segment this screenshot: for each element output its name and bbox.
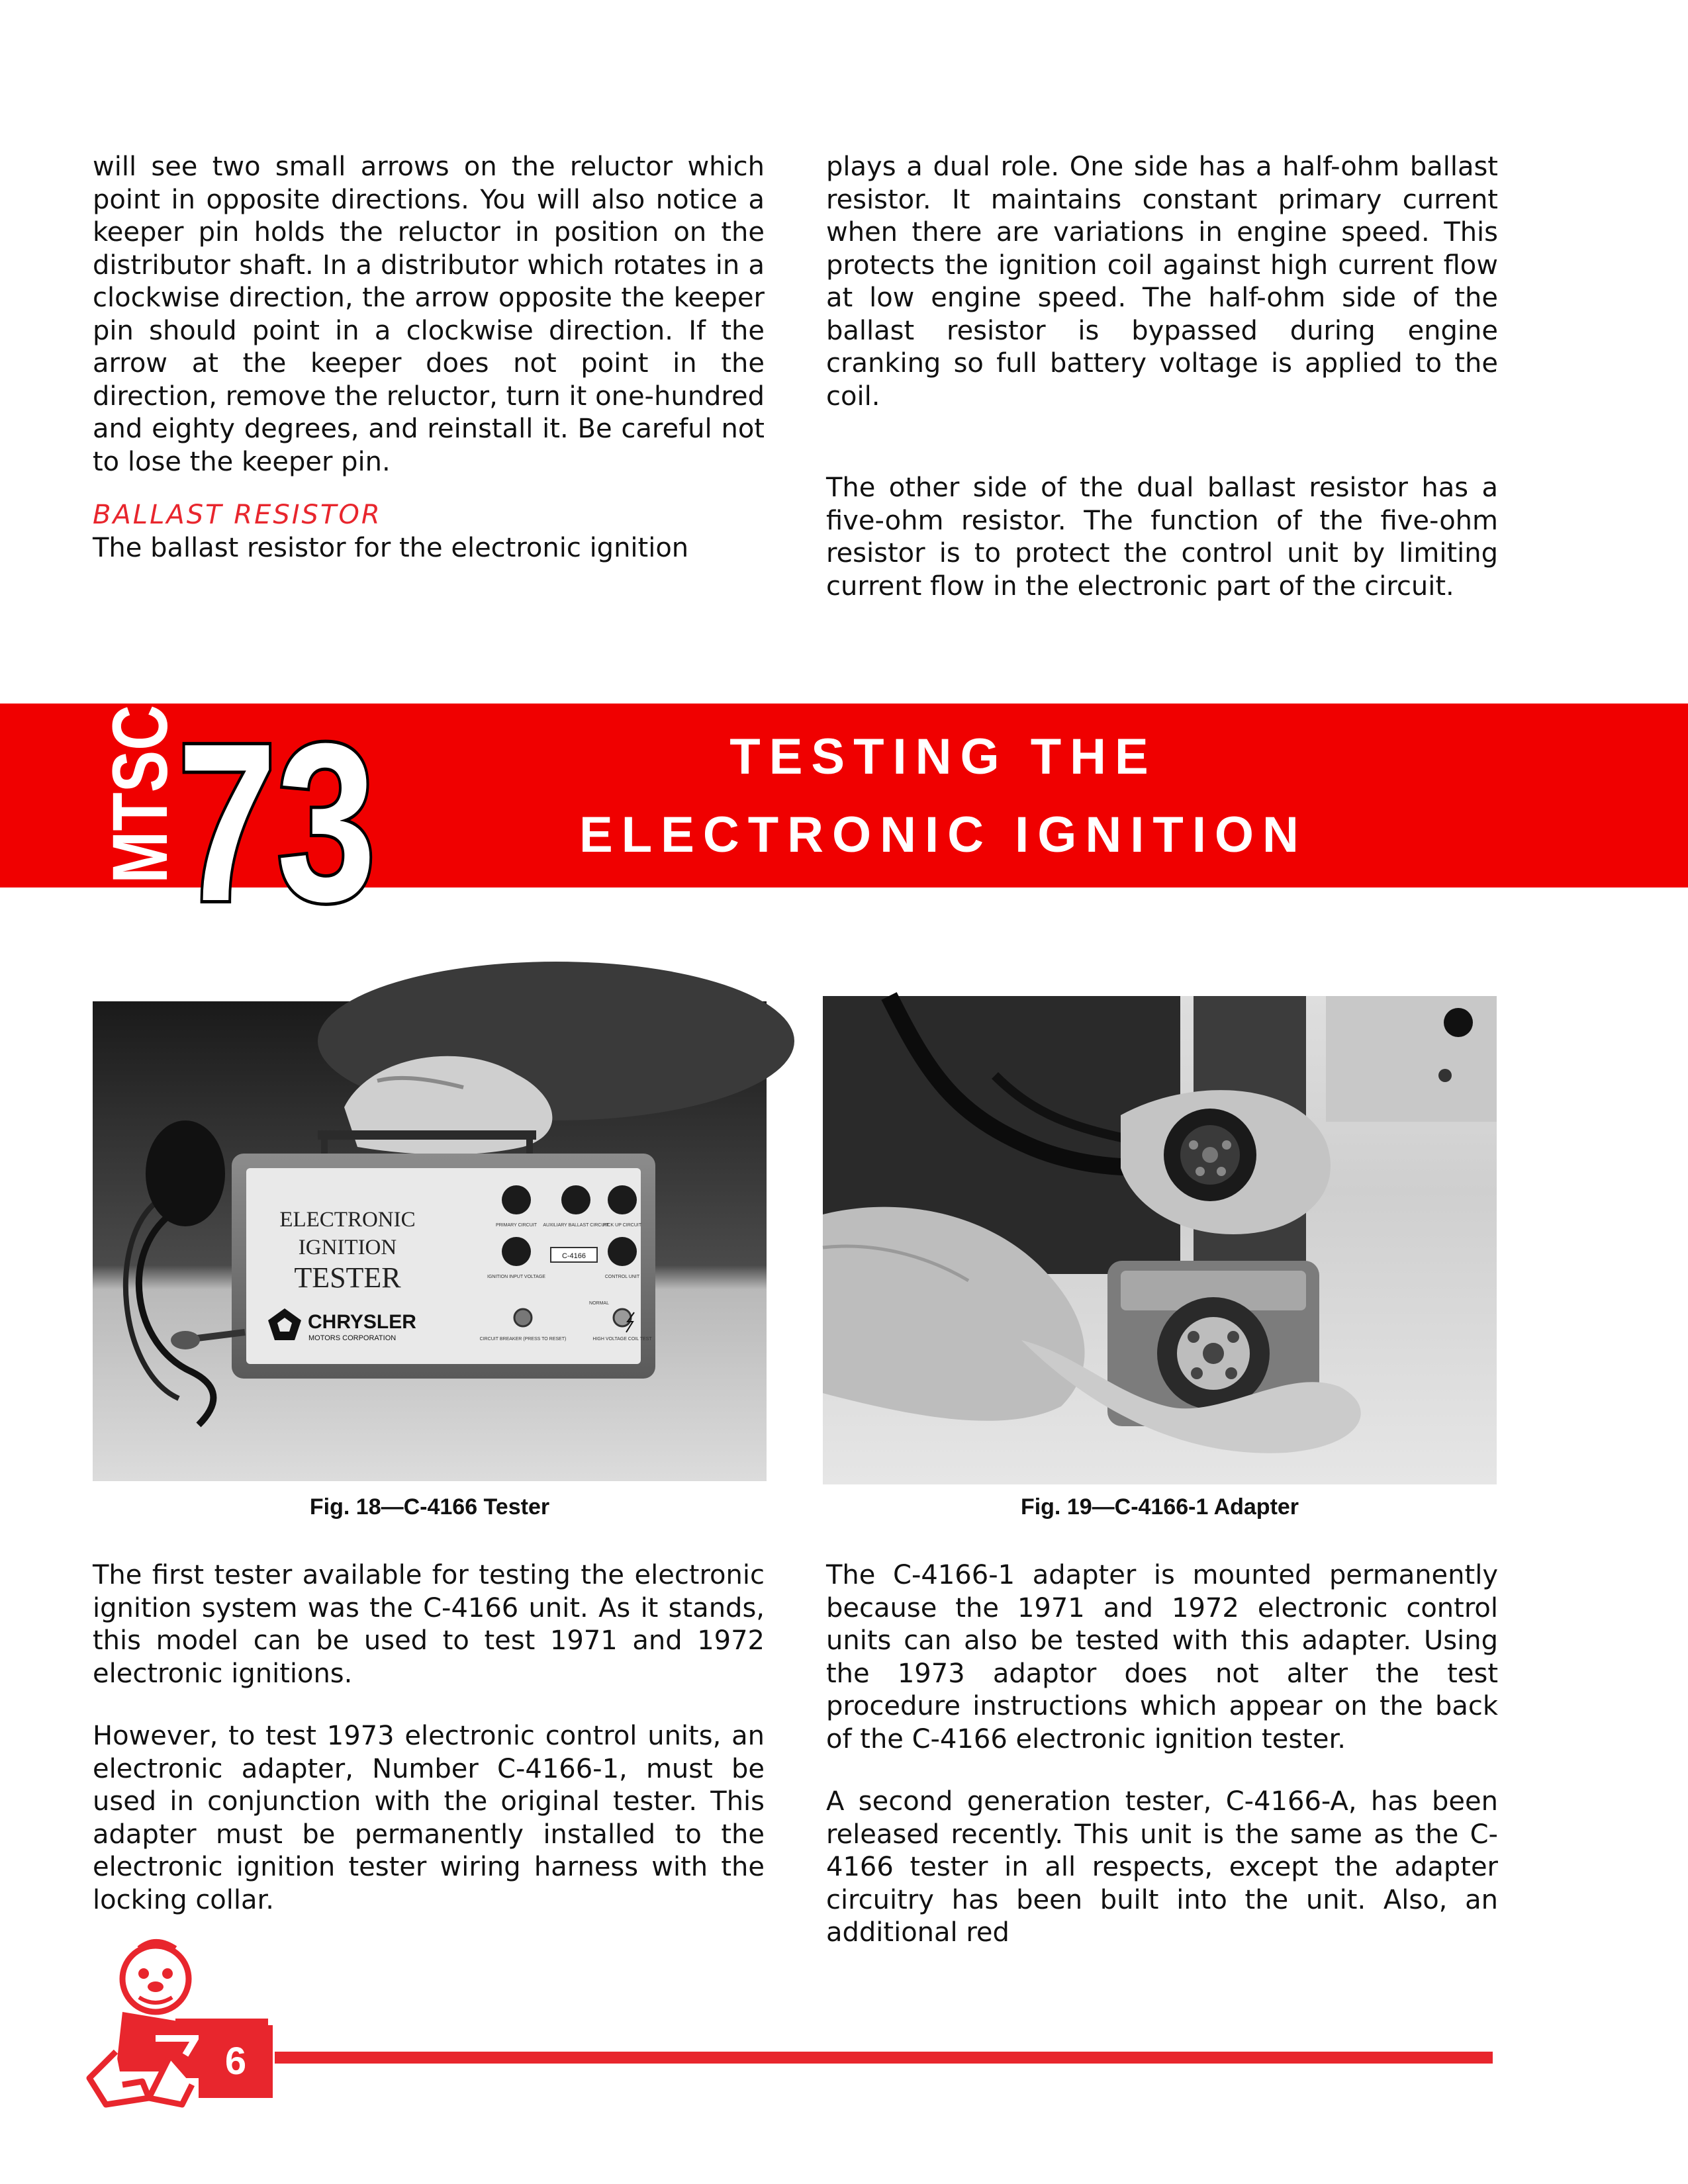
page-number: 6 (199, 2025, 273, 2098)
paragraph: The C-4166-1 adapter is mounted permanently because the 1971 and 1972 electronic control units can also be tested with this adapter. Using the 1973 adaptor does not alter the test procedure instructions which appear on the back of the C-4166 electronic ignition tester. (826, 1560, 1498, 1754)
bottom-left-column (93, 1559, 765, 1917)
panel-label-primary: PRIMARY CIRCUIT (496, 1223, 537, 1228)
banner-title-line-1: TESTING THE (729, 729, 1157, 785)
panel-label-ignition: IGNITION INPUT VOLTAGE (487, 1275, 545, 1279)
bottom-right-column (826, 1559, 1498, 1950)
paragraph: The ballast resistor for the electronic ignition (93, 532, 689, 563)
top-left-column (93, 151, 765, 565)
logo-letters: MTSC (97, 662, 184, 884)
paragraph: However, to test 1973 electronic control units, an electronic adapter, Number C-4166-1, must be used in conjunction with the original tester. This adapter must be permanently installed to the electronic ignition tester wiring harness with the locking collar. (93, 1721, 765, 1915)
panel-title-2: IGNITION (298, 1236, 397, 1259)
panel-brand-sub: MOTORS CORPORATION (308, 1334, 397, 1342)
paragraph: will see two small arrows on the reluctor which point in opposite directions. You will also notice a keeper pin holds the reluctor in position on the distributor shaft. In a distributor which rotates in a clockwise direction, the arrow opposite the keeper pin should point in a clockwise direction. If the arrow at the keeper does not point in the direction, remove the reluctor, turn it one-hundred and eighty degrees, and reinstall it. Be careful not to lose the keeper pin. (93, 152, 765, 477)
panel-label-hv: HIGH VOLTAGE COIL TEST (592, 1337, 652, 1342)
panel-label-breaker: CIRCUIT BREAKER (PRESS TO RESET) (479, 1337, 567, 1342)
mtsc-73-logo (93, 662, 384, 948)
panel-title-1: ELECTRONIC (279, 1208, 416, 1232)
panel-brand: CHRYSLER (308, 1311, 416, 1333)
panel-model: C-4166 (561, 1252, 586, 1260)
logo-number: 73 (177, 697, 376, 948)
footer-rule (275, 2052, 1493, 2064)
paragraph: The first tester available for testing the electronic ignition system was the C-4166 unit. As it stands, this model can be used to test 1971 and 1972 electronic ignitions. (93, 1560, 765, 1689)
panel-label-control: CONTROL UNIT (604, 1275, 640, 1279)
panel-label-normal: NORMAL (589, 1301, 609, 1306)
top-right-column (826, 151, 1498, 603)
paragraph: The other side of the dual ballast resistor has a five-ohm resistor. The function of the five-ohm resistor is to protect the control unit by limiting current flow in the electronic part of the circuit. (826, 473, 1498, 602)
banner-title (463, 718, 1423, 874)
banner-title-line-2: ELECTRONIC IGNITION (579, 807, 1307, 863)
fig18-photo (93, 1001, 767, 1481)
fig19-photo (823, 996, 1497, 1484)
panel-label-auxiliary: AUXILIARY BALLAST CIRCUIT (543, 1223, 609, 1228)
paragraph: A second generation tester, C-4166-A, has been released recently. This unit is the same as the C-4166 tester in all respects, except the adapter circuitry has been built into the unit. Also, an additional red (826, 1786, 1498, 1948)
panel-title-3: TESTER (294, 1261, 401, 1294)
fig19-caption: Fig. 19—C-4166-1 Adapter (1020, 1494, 1299, 1520)
paragraph: plays a dual role. One side has a half-ohm ballast resistor. It maintains constant primary current when there are variations in engine speed. This protects the ignition coil against high current flow at low engine speed. The half-ohm side of the ballast resistor is bypassed during engine cranking so full battery voltage is applied to the coil. (826, 152, 1498, 412)
panel-label-pickup: PICK UP CIRCUIT (602, 1223, 642, 1228)
section-heading-ballast-resistor: BALLAST RESISTOR (93, 500, 382, 530)
fig18-caption: Fig. 18—C-4166 Tester (309, 1494, 550, 1520)
